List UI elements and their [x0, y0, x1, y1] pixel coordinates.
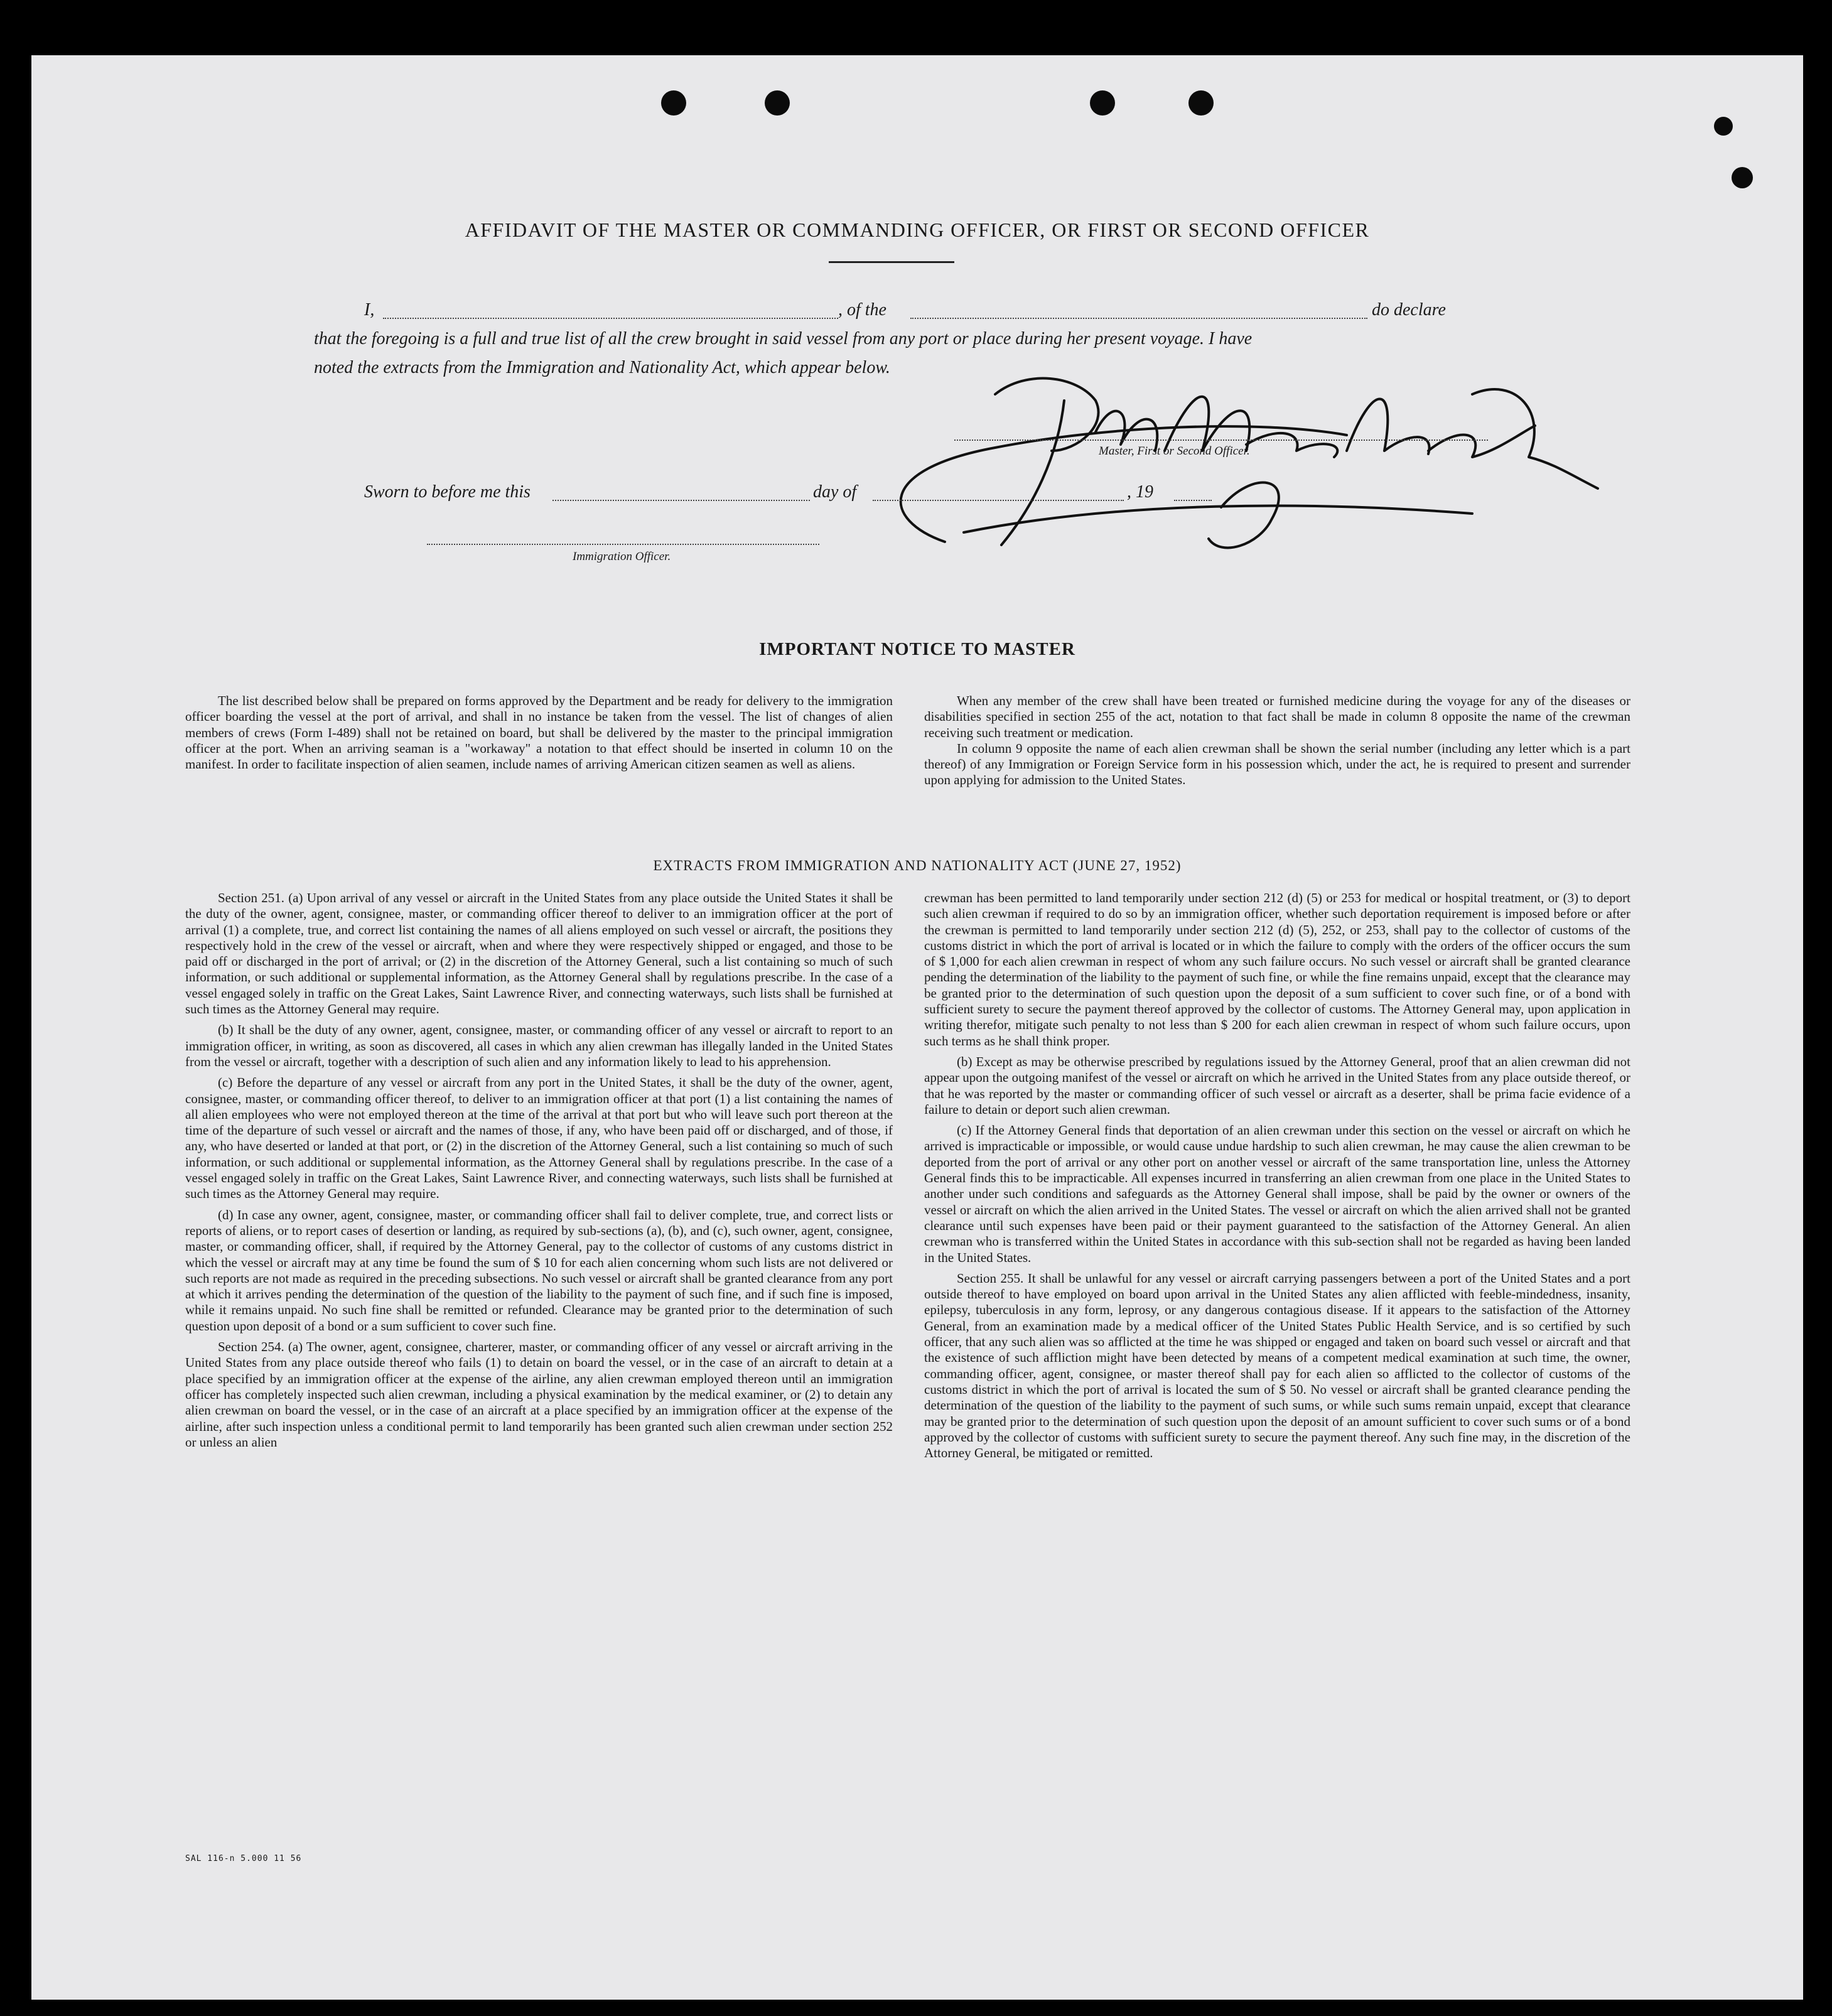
section-paragraph: Section 255. It shall be unlawful for any vessel or aircraft carrying passengers between a port of the United States and a port outside thereof to have employed on board upon arrival in the United States any alien afflicted with feeble-mindedness, insanity, epilepsy, tuberculosis in any form, leprosy, or any dangerous contagious disease. If it appears to the satisfaction of the Attorney General, from an examination made by a medical officer of the United States Public Health Service, and is so certified by such officer, that any such alien was so afflicted at the time he was shipped or engaged and taken on board such vessel or aircraft and that the existence of such affliction might have been detected by means of a competent medical examination at such time, the owner, commanding officer, agent, consignee, or master thereof shall pay for each alien so afflicted to the collector of customs of the customs district in which the port of arrival is located the sum of $ 50. No vessel or aircraft shall be granted clearance pending the determination of the question of the liability to the payment of such sums, or while such sums remain unpaid, except that clearance may be granted prior to the determination of such question upon the deposit of an amount sufficient to cover such sums or of a bond approved by the collector of customs with sufficient surety to secure the payment thereof. Any such fine may, in the discretion of the Attorney General, be mitigated or remitted. [924, 1270, 1630, 1461]
notice-right-column [924, 693, 1630, 794]
extracts-left-column [185, 890, 893, 1455]
day-of-label: day of [813, 482, 857, 502]
section-paragraph: (b) It shall be the duty of any owner, agent, consignee, master, or commanding officer of any vessel or aircraft to report to an immigration officer, in writing, as soon as discovered, all cases in which any alien crewman has illegally landed in the United States from the vessel or aircraft, together with a description of such alien and any information likely to lead to his apprehension. [185, 1022, 893, 1069]
extracts-title: EXTRACTS FROM IMMIGRATION AND NATIONALITY ACT (JUNE 27, 1952) [653, 858, 1182, 873]
sworn-day-blank[interactable] [552, 500, 810, 501]
affidavit-title: AFFIDAVIT OF THE MASTER OR COMMANDING OFFICER, OR FIRST OR SECOND OFFICER [465, 218, 1370, 241]
notice-title: IMPORTANT NOTICE TO MASTER [759, 639, 1075, 659]
sworn-year-blank[interactable] [1174, 500, 1212, 501]
declaration-line-3: noted the extracts from the Immigration and Nationality Act, which appear below. [314, 358, 890, 377]
title-divider [829, 261, 954, 263]
notice-paragraph: In column 9 opposite the name of each alien crewman shall be shown the serial number (including any letter which is a part thereof) of any Immigration or Foreign Service form in his possession which, under the act, he is required to present and surrender upon applying for admission to the United States. [924, 740, 1630, 788]
section-paragraph: Section 254. (a) The owner, agent, consignee, charterer, master, or commanding officer of any vessel or aircraft arriving in the United States from any place outside thereof who fails (1) to detain on board the vessel, or in the case of an aircraft to detain at a place specified by an immigration officer at the expense of the airline, any alien crewman employed thereon until an immigration officer has completely inspected such alien crewman, including a physical examination by the medical examiner, or (2) to detain any alien crewman on board the vessel, or in the case of an aircraft at a place specified by an immigration officer at the expense of the airline, after such inspection unless a conditional permit to land temporarily has been granted such alien crewman under section 252 or unless an alien [185, 1339, 893, 1450]
form-sheet [31, 55, 1803, 2000]
section-paragraph: (b) Except as may be otherwise prescribed by regulations issued by the Attorney General, proof that an alien crewman did not appear upon the outgoing manifest of the vessel or aircraft on which he arrived in the United States from any place outside thereof, or that he was reported by the master or commanding officer of such vessel or aircraft as a deserter, shall be prima facie evidence of a failure to detain or deport such alien crewman. [924, 1054, 1630, 1117]
section-paragraph: crewman has been permitted to land temporarily under section 212 (d) (5) or 253 for medical or hospital treatment, or (3) to deport such alien crewman if required to do so by an immigration officer, whether such deportation requirement is imposed before or after the crewman is permitted to land temporarily under section 212 (d) (5), 252, or 253, shall pay to the collector of customs of the customs district in which the port of arrival is located or in which the failure to comply with the orders of the officer occurs the sum of $ 1,000 for each alien crewman in respect of whom any such failure occurs. No such vessel or aircraft shall be granted clearance pending the determination of the liability to the payment of such fine, or while the fine remains unpaid, except that the clearance may be granted prior to the determination of such question upon the deposit of a sum sufficient to cover such fine, or of a bond with sufficient surety to secure the payment thereof approved by the collector of customs. The Attorney General may, upon application in writing therefor, mitigate such penalty to not less than $ 200 for each alien crewman in respect of whom such failure occurs, upon such terms as he shall think proper. [924, 890, 1630, 1048]
extracts-right-column [924, 890, 1630, 1466]
punch-hole [765, 90, 790, 116]
notice-paragraph: When any member of the crew shall have been treated or furnished medicine during the voyage for any of the diseases or disabilities specified in section 255 of the act, notation to that fact shall be made in column 8 opposite the name of the crewman receiving such treatment or medication. [924, 693, 1630, 740]
signature-caption: Master, First or Second Officer. [1099, 445, 1250, 458]
signature-blank[interactable] [954, 439, 1488, 441]
section-paragraph: (d) In case any owner, agent, consignee, master, or commanding officer shall fail to deliver complete, true, and correct lists or reports of aliens, or to report cases of desertion or landing, as required by sub-sections (a), (b), and (c), such owner, agent, consignee, master, or commanding officer, shall, if required by the Attorney General, pay to the collector of customs of any customs district in which the vessel or aircraft may at any time be found the sum of $ 10 for each alien concerning whom such lists are not delivered or such reports are not made as required in the preceding subsections. No such vessel or aircraft shall be granted clearance from any port at which it arrives pending the determination of the question of the liability to the payment of such fine, and if such fine is imposed, while it remains unpaid. No such fine shall be remitted or refunded. Clearance may be granted prior to the determination of such question upon deposit of a bond or a sum sufficient to cover such fine. [185, 1207, 893, 1334]
punch-hole [1732, 167, 1753, 188]
notice-paragraph: The list described below shall be prepared on forms approved by the Department and be ready for delivery to the immigration officer boarding the vessel at the port of arrival, and shall in no instance be taken from the vessel. The list of changes of alien members of crews (Form I-489) shall not be retained on board, but shall be delivered by the master to the principal immigration officer at the port. When an arriving seaman is a "workaway" a notation to that effect should be inserted in column 10 on the manifest. In order to facilitate inspection of alien seamen, include names of arriving American citizen seamen as well as aliens. [185, 693, 893, 772]
year-label: , 19 [1127, 482, 1153, 502]
punch-hole [1714, 117, 1733, 136]
sworn-label: Sworn to before me this [364, 482, 531, 502]
section-paragraph: (c) If the Attorney General finds that deportation of an alien crewman under this section on the vessel or aircraft on which he arrived is impracticable or impossible, or would cause undue hardship to such alien crewman, he may cause the alien crewman to be deported from the port of arrival or any other port on another vessel or aircraft of the same transportation line, unless the Attorney General finds this to be impracticable. All expenses incurred in transferring an alien crewman from one place in the United States to another under such conditions and safeguards as the Attorney General shall impose, shall be paid by the owner or owners of the vessel or aircraft on which the alien arrived in the United States. The vessel or aircraft on which the alien arrived shall not be granted clearance until such expenses have been paid or their payment guaranteed to the satisfaction of the Attorney General. An alien crewman who is transferred within the United States in accordance with this sub-section shall not be regarded as having been landed in the United States. [924, 1123, 1630, 1265]
name-blank[interactable] [383, 318, 838, 319]
punch-hole [1090, 90, 1115, 116]
notice-left-column [185, 693, 893, 777]
master-signature [870, 357, 1610, 570]
declaration-line-2: that the foregoing is a full and true list of all the crew brought in said vessel from any port or place during her present voyage. I have [314, 329, 1253, 348]
immigration-officer-caption: Immigration Officer. [573, 550, 671, 563]
declaration-of-the-label: , of the [838, 300, 886, 320]
punch-hole [1188, 90, 1214, 116]
punch-hole [661, 90, 686, 116]
vessel-blank[interactable] [910, 318, 1367, 319]
section-paragraph: Section 251. (a) Upon arrival of any vessel or aircraft in the United States from any place outside the United States it shall be the duty of the owner, agent, consignee, master, or commanding officer thereof to deliver to an immigration officer at the port of arrival (1) a complete, true, and correct list containing the names of all aliens employed on such vessel or aircraft, the positions they respectively hold in the crew of the vessel or aircraft, when and where they were respectively shipped or engaged, and those to be paid off or discharged in the port of arrival; or (2) in the discretion of the Attorney General, such a list containing so much of such information, or such additional or supplemental information, as the Attorney General shall by regulations prescribe. In the case of a vessel engaged solely in traffic on the Great Lakes, Saint Lawrence River, and connecting waterways, such lists shall be furnished at such times as the Attorney General may require. [185, 890, 893, 1017]
immigration-officer-blank[interactable] [427, 544, 819, 545]
section-paragraph: (c) Before the departure of any vessel or aircraft from any port in the United States, it shall be the duty of the owner, agent, consignee, master, or commanding officer thereof, to deliver to an immigration officer at that port (1) a list containing the names of all alien employees who were not employed thereon at the time of the arrival at that port but who will leave such port thereon at the time of the departure of such vessel or aircraft and the names of those, if any, who have been paid off or discharged, and of those, if any, who have deserted or landed at that port, or (2) in the discretion of the Attorney General, such a list containing so much of such information, or such additional or supplemental information, as the Attorney General shall by regulations prescribe. In the case of a vessel engaged solely in traffic on the Great Lakes, Saint Lawrence River, and connecting waterways, such lists shall be furnished at such times as the Attorney General may require. [185, 1075, 893, 1202]
form-code: SAL 116-n 5.000 11 56 [185, 1854, 302, 1863]
declaration-i-label: I, [364, 300, 375, 320]
sworn-month-blank[interactable] [873, 500, 1124, 501]
declaration-do-declare-label: do declare [1372, 300, 1446, 320]
